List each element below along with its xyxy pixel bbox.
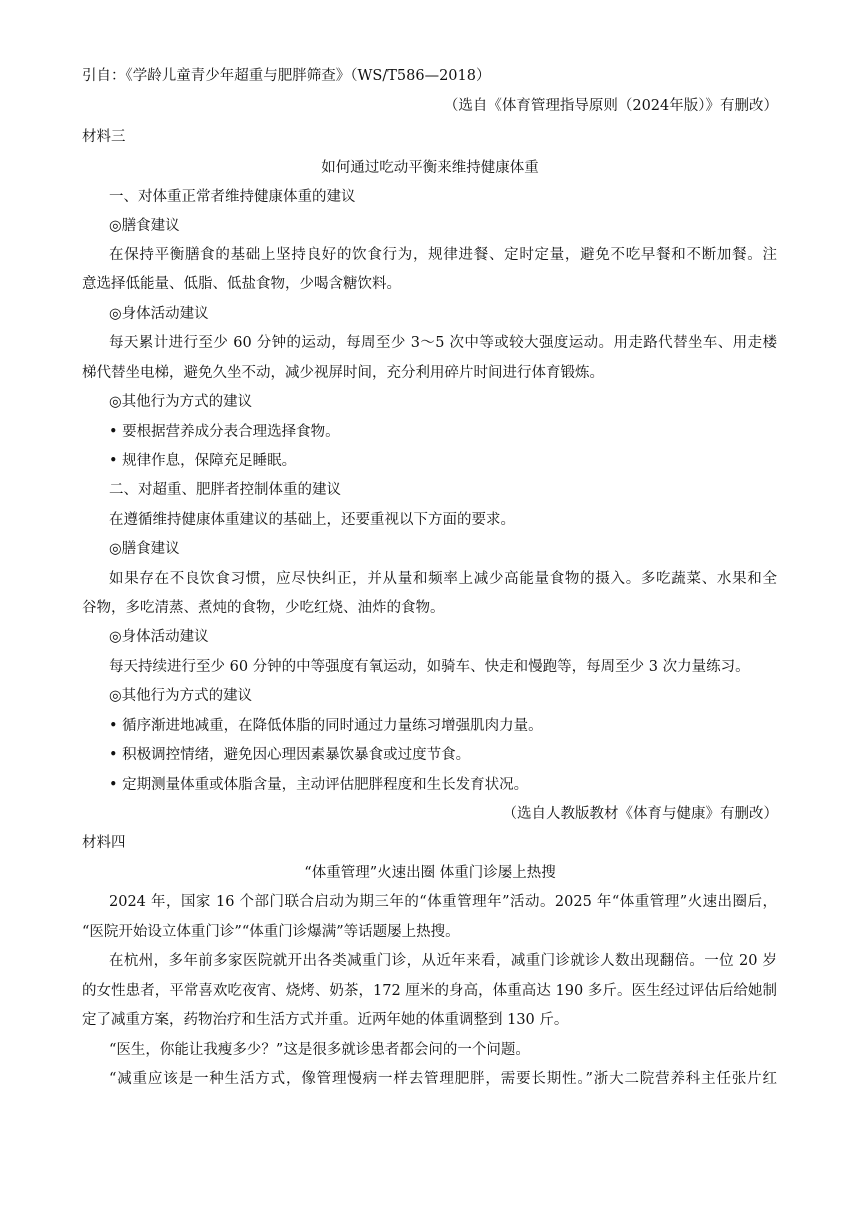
other-advice-2-bullet-3: • 定期测量体重或体脂含量，主动评估肥胖程度和生长发育状况。: [109, 777, 529, 793]
material-3-label: 材料三: [82, 129, 126, 145]
other-advice-2-bullet-2: • 积极调控情绪，避免因心理因素暴饮暴食或过度节食。: [109, 747, 471, 763]
material-4-title: “体重管理”火速出圈 体重门诊屡上热搜: [304, 865, 556, 881]
material-4-p1-line-1: 2024 年，国家 16 个部门联合启动为期三年的“体重管理年”活动。2025 年“体重管理”火速出圈后，: [109, 894, 777, 910]
material-4-p4-line-1: “减重应该是一种生活方式，像管理慢病一样去管理肥胖，需要长期性。”浙大二院营养科主任张片红: [109, 1071, 777, 1087]
activity-advice-2-line-1: 每天持续进行至少 60 分钟的中等强度有氧运动，如骑车、快走和慢跑等，每周至少 3 次力量练习。: [109, 659, 750, 675]
section-2-intro: 在遵循维持健康体重建议的基础上，还要重视以下方面的要求。: [109, 512, 515, 528]
section-1-heading: 一、对体重正常者维持健康体重的建议: [109, 189, 356, 205]
activity-advice-1-heading: ◎身体活动建议: [109, 306, 209, 322]
other-advice-2-heading: ◎其他行为方式的建议: [109, 688, 253, 704]
diet-advice-1-line-1: 在保持平衡膳食的基础上坚持良好的饮食行为，规律进餐、定时定量，避免不吃早餐和不断加餐。注: [109, 247, 777, 263]
other-advice-1-heading: ◎其他行为方式的建议: [109, 394, 253, 410]
activity-advice-1-line-1: 每天累计进行至少 60 分钟的运动，每周至少 3～5 次中等或较大强度运动。用走路代替坐车、用走楼: [109, 335, 777, 351]
material-4-label: 材料四: [82, 835, 126, 851]
diet-advice-2-line-2: 谷物，多吃清蒸、煮炖的食物，少吃红烧、油炸的食物。: [82, 600, 445, 616]
source-note-1: （选自《体育管理指导原则（2024年版）》有删改）: [443, 98, 778, 114]
material-4-p3: “医生，你能让我瘦多少？”这是很多就诊患者都会问的一个问题。: [109, 1042, 530, 1058]
material-3-title: 如何通过吃动平衡来维持健康体重: [321, 160, 539, 176]
other-advice-1-bullet-2: • 规律作息，保障充足睡眠。: [109, 453, 297, 469]
diet-advice-2-line-1: 如果存在不良饮食习惯，应尽快纠正，并从量和频率上减少高能量食物的摄入。多吃蔬菜、水果和全: [109, 571, 777, 587]
material-4-p2-line-2: 的女性患者，平常喜欢吃夜宵、烧烤、奶茶，172 厘米的身高，体重高达 190 多斤。医生经过评估后给她制: [82, 983, 777, 999]
diet-advice-1-heading: ◎膳食建议: [109, 218, 180, 234]
activity-advice-2-heading: ◎身体活动建议: [109, 629, 209, 645]
other-advice-2-bullet-1: • 循序渐进地减重，在降低体脂的同时通过力量练习增强肌肉力量。: [109, 718, 543, 734]
source-note-2: （选自人教版教材《体育与健康》有删改）: [502, 806, 778, 822]
citation-line: 引自：《学龄儿童青少年超重与肥胖筛查》（WS/T586—2018）: [82, 68, 491, 84]
diet-advice-1-line-2: 意选择低能量、低脂、低盐食物，少喝含糖饮料。: [82, 276, 401, 292]
other-advice-1-bullet-1: • 要根据营养成分表合理选择食物。: [109, 424, 340, 440]
material-4-p2-line-1: 在杭州，多年前多家医院就开出各类减重门诊，从近年来看，减重门诊就诊人数出现翻倍。一位 20 岁: [109, 953, 777, 969]
activity-advice-1-line-2: 梯代替坐电梯，避免久坐不动，减少视屏时间，充分利用碎片时间进行体育锻炼。: [82, 365, 604, 381]
section-2-heading: 二、对超重、肥胖者控制体重的建议: [109, 482, 341, 498]
diet-advice-2-heading: ◎膳食建议: [109, 541, 180, 557]
material-4-p2-line-3: 定了减重方案，药物治疗和生活方式并重。近两年她的体重调整到 130 斤。: [82, 1012, 569, 1028]
material-4-p1-line-2: “医院开始设立体重门诊”“体重门诊爆满”等话题屡上热搜。: [82, 924, 460, 940]
